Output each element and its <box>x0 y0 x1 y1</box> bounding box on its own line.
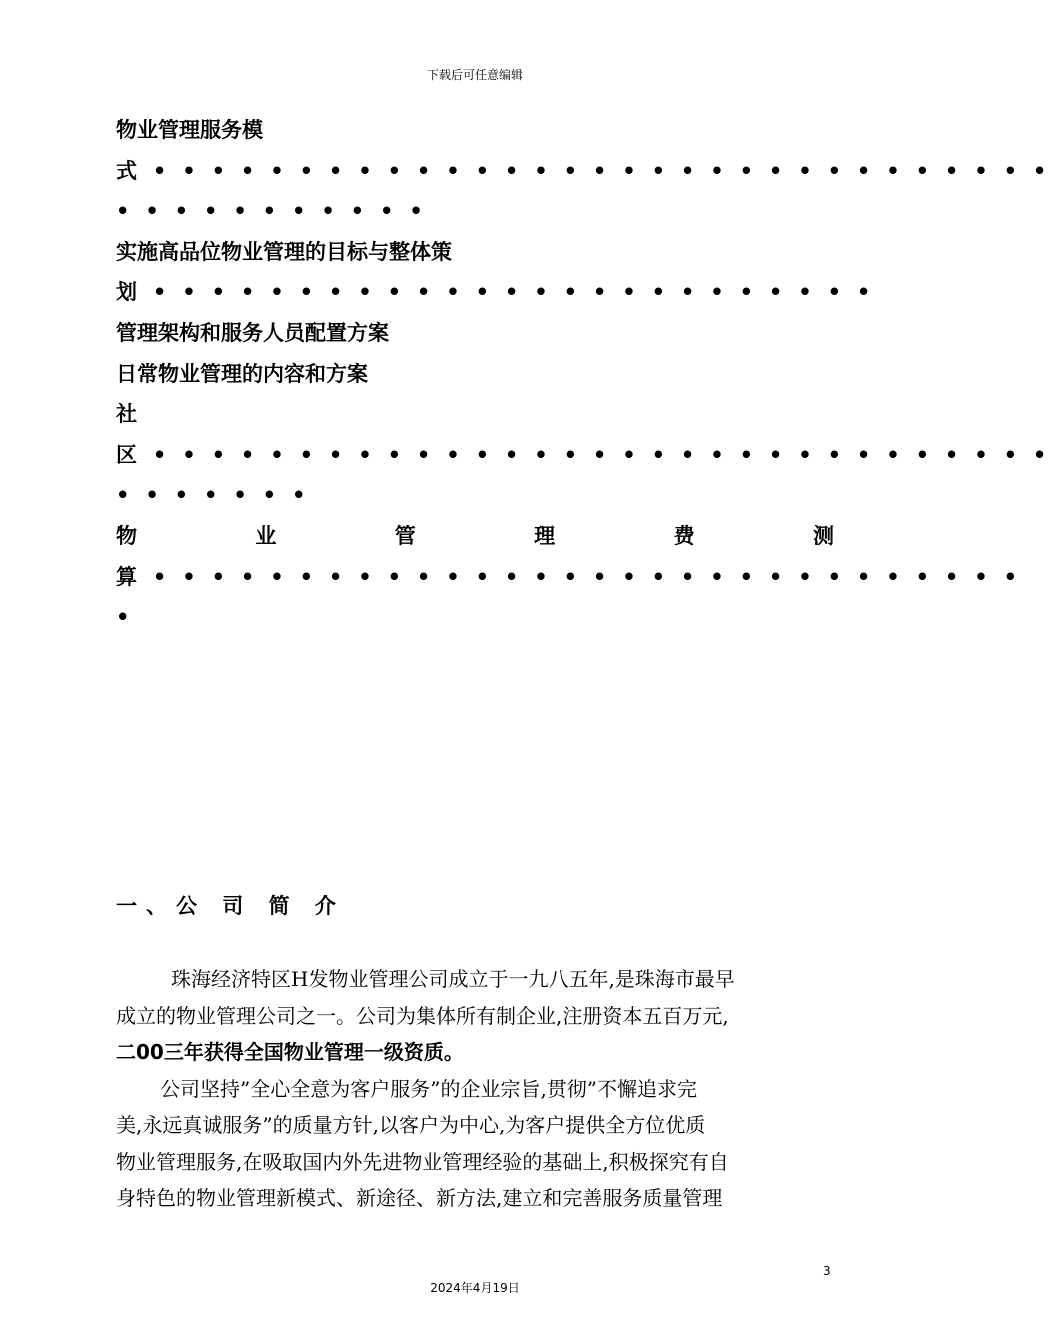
toc-item-community-dots-cont: • • • • • • • <box>116 483 310 508</box>
paragraph-line: 身特色的物业管理新模式、新途径、新方法,建立和完善服务质量管理 <box>116 1186 723 1210</box>
company-intro-body <box>116 961 834 1217</box>
paragraph-line: 美,永远真诚服务”的质量方针,以客户为中心,为客户提供全方位优质 <box>116 1113 706 1137</box>
toc-item-service-mode-dots: 式 • • • • • • • • • • • • • • • • • • • • • • • • • • • • • • • <box>116 158 1051 183</box>
toc-item-goals-planning-dots: 划 • • • • • • • • • • • • • • • • • • • • • • • • • <box>116 280 875 305</box>
toc-item-management-structure: 管理架构和服务人员配置方案 <box>116 320 389 345</box>
toc-item-fee-calculation-dots-cont: • <box>116 605 134 630</box>
paragraph-line: 珠海经济特区H发物业管理公司成立于一九八五年,是珠海市最早 <box>171 967 735 991</box>
toc-fee-char: 物 <box>116 523 137 548</box>
paragraph-line: 二00三年获得全国物业管理一级资质。 <box>116 1040 464 1064</box>
page-number: 3 <box>823 1264 831 1278</box>
toc-item-fee-calculation-dots: 算 • • • • • • • • • • • • • • • • • • • • • • • • • • • • • • <box>116 564 1022 589</box>
table-of-contents <box>116 110 1051 638</box>
toc-item-daily-management: 日常物业管理的内容和方案 <box>116 361 368 386</box>
toc-item-service-mode: 物业管理服务模 <box>116 118 263 142</box>
toc-fee-char: 业 <box>255 523 277 548</box>
paragraph-line: 公司坚持”全心全意为客户服务”的企业宗旨,贯彻”不懈追求完 <box>160 1076 698 1101</box>
toc-fee-char: 测 <box>812 523 834 548</box>
toc-fee-char: 理 <box>534 523 556 548</box>
toc-fee-char: 管 <box>394 523 416 548</box>
toc-item-community-dots: 区 • • • • • • • • • • • • • • • • • • • • • • • • • • • • • • • <box>116 442 1051 467</box>
page-header: 下载后可任意编辑 <box>426 68 523 82</box>
paragraph-line: 成立的物业管理公司之一。公司为集体所有制企业,注册资本五百万元, <box>116 1003 729 1028</box>
toc-item-community: 社 <box>116 402 137 427</box>
toc-item-goals-planning: 实施高品位物业管理的目标与整体策 <box>116 239 452 264</box>
toc-item-service-mode-dots-cont: • • • • • • • • • • • <box>116 199 428 224</box>
page-footer-date: 2024年4月19日 <box>430 1281 520 1295</box>
paragraph-line: 物业管理服务,在吸取国内外先进物业管理经验的基础上,积极探究有自 <box>116 1149 729 1174</box>
toc-item-fee-calculation <box>116 516 834 557</box>
toc-fee-char: 费 <box>673 523 695 548</box>
section-title: 一、公 司 简 介 <box>116 894 345 918</box>
